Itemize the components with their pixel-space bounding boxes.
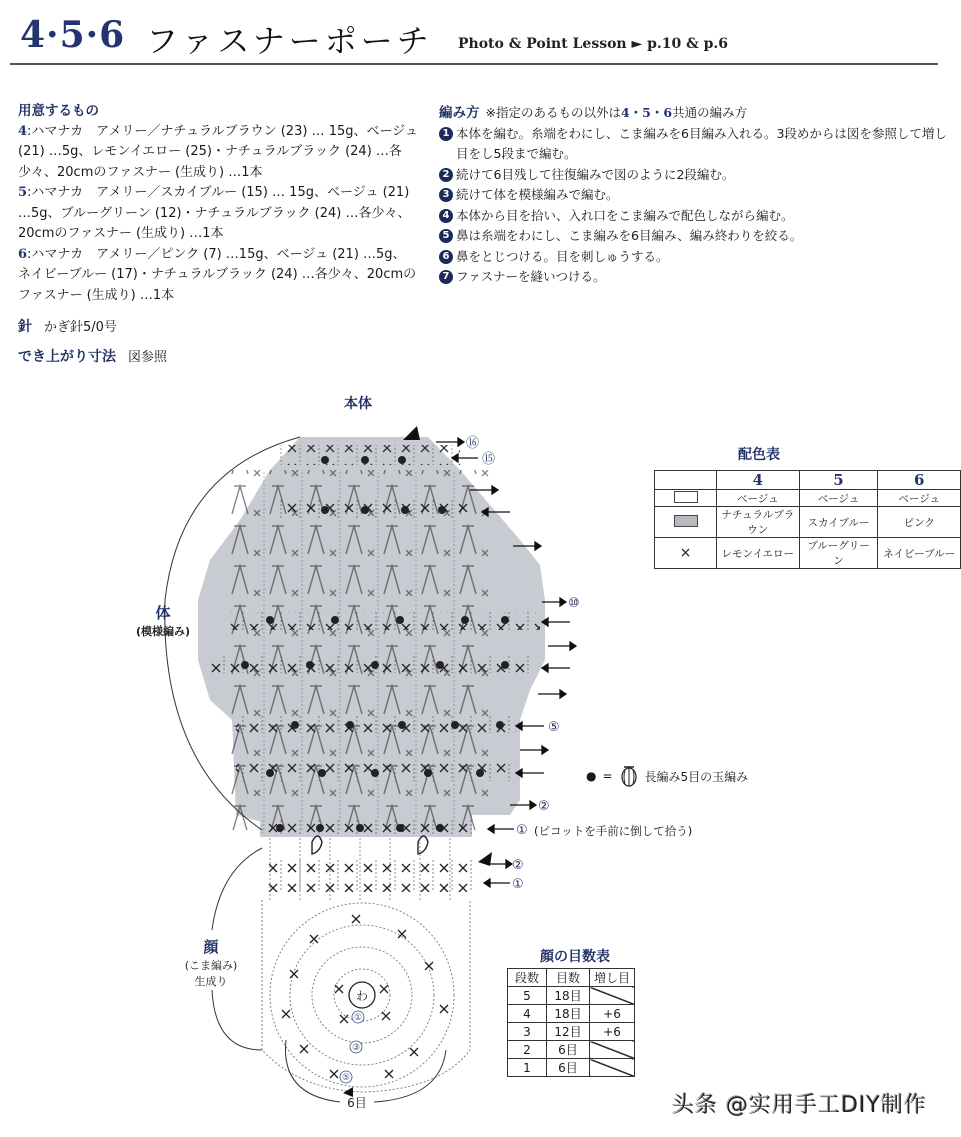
stitch-legend: ● = 長編み5目の玉編み (586, 764, 748, 788)
method-step: 1 本体を編む。糸端をわにし、こま編みを6目編み入れる。3段めからは図を参照して増し目をし5段まで編む。 (439, 124, 959, 165)
table-row: ナチュラルブラウン スカイブルー ピンク (655, 507, 961, 538)
size-value: 図参照 (128, 350, 168, 365)
method-heading: 編み方 (439, 105, 480, 121)
color-table: 4 5 6 ベージュ ベージュ ベージュ ナチュラルブラウン スカイブルー ピンク × レモンイエロー ブルーグリーン ネイビーブルー (654, 470, 961, 569)
svg-text:⑤: ⑤ (341, 1073, 351, 1083)
svg-text:⑩: ⑩ (568, 596, 580, 611)
table-row: 3 12目 +6 (508, 1023, 635, 1041)
svg-text:①: ① (353, 1013, 363, 1023)
materials-heading: 用意するもの (18, 103, 99, 119)
svg-text:わ: わ (355, 989, 369, 1003)
table-row: 4 18目 +6 (508, 1005, 635, 1023)
row-count-table: 段数 目数 増し目 5 18目 4 18目 +6 3 12目 +6 2 6目 1 6目 (507, 968, 635, 1077)
gray-swatch-icon (674, 515, 698, 527)
material-item-6: 6:ハマナカ アメリー／ピンク (7) …15g、ベージュ (21) …5g、ネイビーブルー (17)・ナチュラルブラック (24) …各少々、20cmのファスナー (生成り) …1本 (18, 246, 417, 303)
method-step: 7 ファスナーを縫いつける。 (439, 267, 959, 288)
lesson-reference: Photo & Point Lesson ► p.10 & p.6 (458, 36, 729, 52)
white-swatch-icon (674, 491, 698, 503)
material-item-5: 5:ハマナカ アメリー／スカイブルー (15) … 15g、ベージュ (21) …5g、ブルーグリーン (12)・ナチュラルブラック (24) …各少々、20cmのファスナー (生成り) …1本 (18, 185, 411, 241)
material-item-4: 4:ハマナカ アメリー／ナチュラルブラウン (23) … 15g、ベージュ (21) …5g、レモンイエロー (25)・ナチュラルブラック (24) …各少々、20cmのファスナー (生成り) …1本 (18, 123, 418, 180)
needle-label: 針 (18, 319, 32, 335)
table-row: ベージュ ベージュ ベージュ (655, 490, 961, 507)
color-table-title: 配色表 (738, 447, 780, 463)
watermark: 头条 @实用手工DIY制作 (672, 1093, 927, 1118)
table-row: 2 6目 (508, 1041, 635, 1059)
diagram-title: 本体 (344, 396, 372, 412)
bobble-description: 長編み5目の玉編み (644, 769, 749, 784)
face-label: 顔 (こま編み) 生成り (184, 938, 238, 988)
svg-text:⑮: ⑮ (482, 452, 496, 467)
svg-text:⑯: ⑯ (466, 436, 480, 451)
needle-value: かぎ針5/0号 (44, 320, 117, 335)
table-row: × レモンイエロー ブルーグリーン ネイビーブルー (655, 538, 961, 569)
method-step: 6 鼻をとじつける。目を刺しゅうする。 (439, 247, 959, 268)
method-step: 3 続けて体を模様編みで編む。 (439, 185, 959, 206)
method-step: 5 鼻は糸端をわにし、こま編みを6目編み、編み終わりを絞る。 (439, 226, 959, 247)
cross-stitch-icon: × (655, 538, 717, 569)
body-label: 体 (模様編み) (135, 604, 191, 638)
bobble-stitch-icon (619, 764, 639, 788)
method-step: 2 続けて6目残して往復編みで図のように2段編む。 (439, 165, 959, 186)
bottom-stitch-count: 6目 (347, 1096, 367, 1110)
svg-text:①: ① (516, 823, 528, 838)
svg-text:⑤: ⑤ (548, 720, 560, 735)
svg-text:③: ③ (351, 1043, 361, 1053)
table-row: 1 6目 (508, 1059, 635, 1077)
bobble-symbol: ● (586, 769, 597, 783)
page-title: ファスナーポーチ (146, 22, 433, 60)
svg-text:②: ② (538, 799, 550, 814)
pattern-numbers: 4·5·6 (20, 14, 126, 56)
row-table-title: 顔の目数表 (540, 949, 610, 965)
method-header: 編み方 ※指定のあるもの以外は4・5・6共通の編み方 (439, 105, 748, 121)
size-label: でき上がり寸法 (18, 349, 116, 365)
svg-text:②: ② (512, 858, 524, 873)
pickup-note: (ピコットを手前に倒して拾う) (534, 824, 693, 838)
method-step: 4 本体から目を拾い、入れ口をこま編みで配色しながら編む。 (439, 206, 959, 227)
table-row: 5 18目 (508, 987, 635, 1005)
svg-text:①: ① (512, 877, 524, 892)
